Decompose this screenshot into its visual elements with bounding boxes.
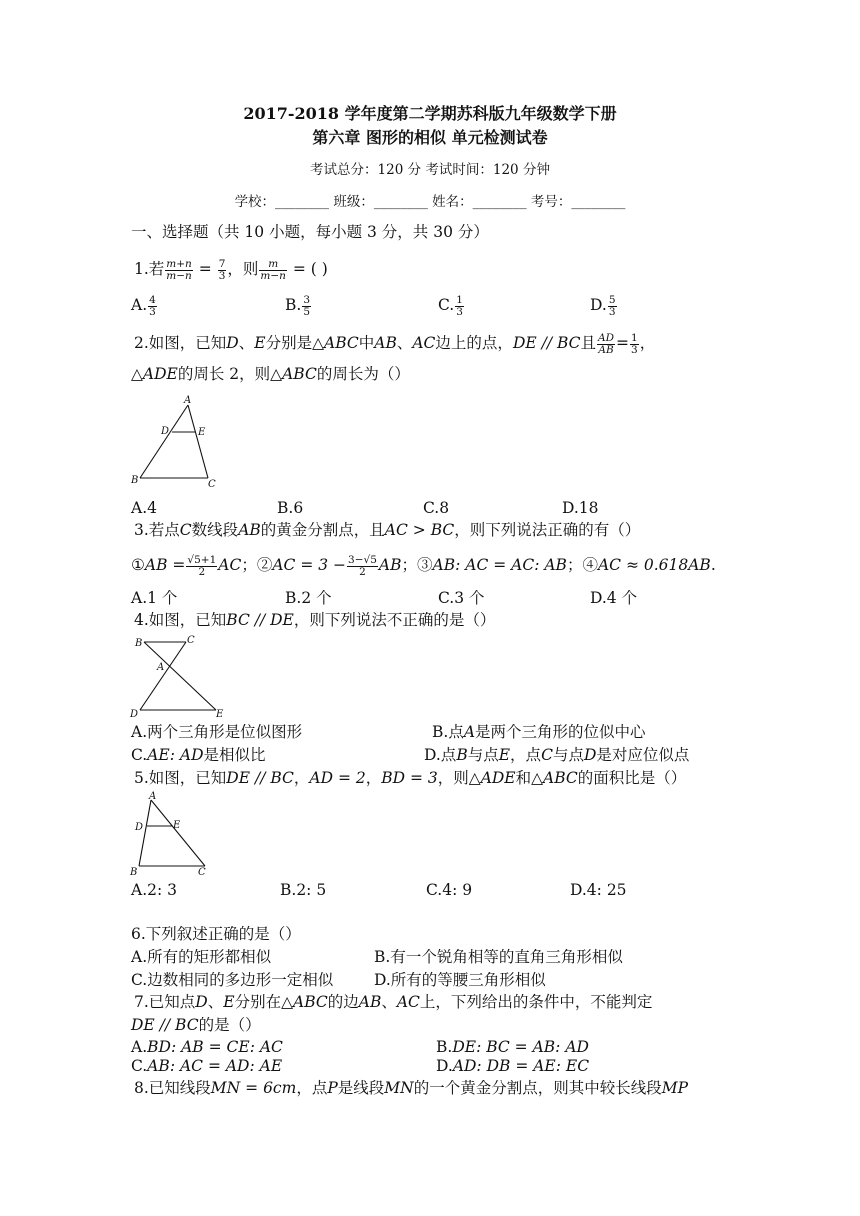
section-heading: 一、选择题（共 10 小题，每小题 3 分，共 30 分） <box>131 223 489 241</box>
question-7-line-2: DE // BC的是（） <box>131 1016 261 1034</box>
q3-option-c: C.3 个 <box>438 589 485 607</box>
q4-option-b: B.点A是两个三角形的位似中心 <box>432 723 646 741</box>
q7-option-a: A.BD: AB = CE: AC <box>131 1038 283 1056</box>
question-3-line-1: 3.若点C数线段AB的黄金分割点，且AC > BC，则下列说法正确的有（） <box>134 521 641 539</box>
exam-info: 考试总分：120 分 考试时间：120 分钟 <box>310 162 550 178</box>
q7-option-d: D.AD: DB = AE: EC <box>436 1057 590 1075</box>
q2-label-b: B <box>131 475 139 486</box>
q1-end: = ( ) <box>292 260 328 278</box>
q2-option-c: C.8 <box>423 499 450 517</box>
q2-label-e: E <box>198 427 206 438</box>
question-8-stem: 8.已知线段MN = 6cm，点P是线段MN的一个黄金分割点，则其中较长线段MP <box>134 1079 689 1097</box>
q5-option-b: B.2: 5 <box>280 881 327 899</box>
q6-option-c: C.边数相同的多边形一定相似 <box>131 971 334 989</box>
q2-option-d: D.18 <box>562 499 599 517</box>
q7-option-b: B.DE: BC = AB: AD <box>436 1038 589 1056</box>
q1-fraction-3: $\frac{m}{m-n}$ <box>260 257 286 282</box>
question-3-statements: ①AB = $\frac{√5+1}{2}$ AC；②AC = 3 − $\frac{3-√5}{2}$ AB；③AB: AC = AC: AB；④AC ≈ 0.618AB. <box>131 553 716 578</box>
q4-label-b: B <box>135 638 143 649</box>
q2-fraction-ad-ab: $\frac{AD}{AB}$ <box>598 331 615 356</box>
q5-option-a: A.2: 3 <box>131 881 177 899</box>
q1-option-d: D. $\frac{5}{3}$ <box>590 293 616 318</box>
q3-option-d: D.4 个 <box>590 589 638 607</box>
q1-option-b: B. $\frac{3}{5}$ <box>285 293 311 318</box>
student-info: 学校：________ 班级：________ 姓名：________ 考号：________ <box>234 194 626 210</box>
question-4-stem: 4.如图，已知BC // DE，则下列说法不正确的是（） <box>134 611 496 629</box>
q5-label-b: B <box>130 867 138 878</box>
q5-triangle-figure <box>125 788 220 880</box>
q5-label-a: A <box>149 791 157 802</box>
q1-fraction-2: $\frac{7}{3}$ <box>218 257 226 282</box>
q2-triangle-figure <box>125 392 225 492</box>
title-line-2: 第六章 图形的相似 单元检测试卷 <box>312 128 548 147</box>
q3-option-a: A.1 个 <box>131 589 178 607</box>
q2-label-c: C <box>208 479 216 490</box>
q6-option-a: A.所有的矩形都相似 <box>131 948 272 966</box>
q3-option-b: B.2 个 <box>285 589 332 607</box>
question-2-line-2: △ADE的周长 2，则△ABC的周长为（） <box>131 365 410 383</box>
q4-option-c: C.AE: AD是相似比 <box>131 746 266 764</box>
q1-prefix: 1.若 <box>134 260 165 278</box>
q1-option-a: A. $\frac{4}{3}$ <box>131 293 156 318</box>
q1-option-c: C. $\frac{1}{3}$ <box>438 293 463 318</box>
q2-label-a: A <box>184 395 192 406</box>
q4-label-c: C <box>187 635 195 646</box>
q6-option-d: D.所有的等腰三角形相似 <box>374 971 546 989</box>
q2-label-d: D <box>161 426 170 437</box>
q4-label-a: A <box>157 662 165 673</box>
title-line-1: 2017-2018 学年度第二学期苏科版九年级数学下册 <box>243 104 617 123</box>
q4-triangles-figure <box>125 630 235 722</box>
q2-option-a: A.4 <box>131 499 157 517</box>
q1-mid: ，则 <box>227 260 259 278</box>
q6-option-b: B.有一个锐角相等的直角三角形相似 <box>374 948 623 966</box>
question-2-line-1: 2.如图，已知D、E分别是△ABC中AB、AC边上的点，DE // BC且 $\frac{AD}{AB}$ = $\frac{1}{3}$ ， <box>134 331 656 356</box>
q5-label-e: E <box>173 820 181 831</box>
q1-fraction-1: $\frac{m+n}{m-n}$ <box>166 257 192 282</box>
q5-option-d: D.4: 25 <box>570 881 627 899</box>
q4-label-e: E <box>216 709 224 720</box>
q5-label-c: C <box>198 867 206 878</box>
q4-label-d: D <box>130 709 139 720</box>
question-6-stem: 6.下列叙述正确的是（） <box>131 925 301 943</box>
q4-option-a: A.两个三角形是位似图形 <box>131 723 303 741</box>
question-7-line-1: 7.已知点D、E分别在△ABC的边AB、AC上，下列给出的条件中，不能判定 <box>134 993 653 1011</box>
q5-label-d: D <box>135 822 144 833</box>
question-1 <box>134 256 328 282</box>
q2-option-b: B.6 <box>277 499 304 517</box>
q7-option-c: C.AB: AC = AD: AE <box>131 1057 283 1075</box>
question-5-stem: 5.如图，已知DE // BC，AD = 2，BD = 3，则△ADE和△ABC的面积比是（） <box>134 769 687 787</box>
q5-option-c: C.4: 9 <box>426 881 473 899</box>
q4-option-d: D.点B与点E，点C与点D是对应位似点 <box>424 746 690 764</box>
q1-equals: = <box>198 260 212 278</box>
